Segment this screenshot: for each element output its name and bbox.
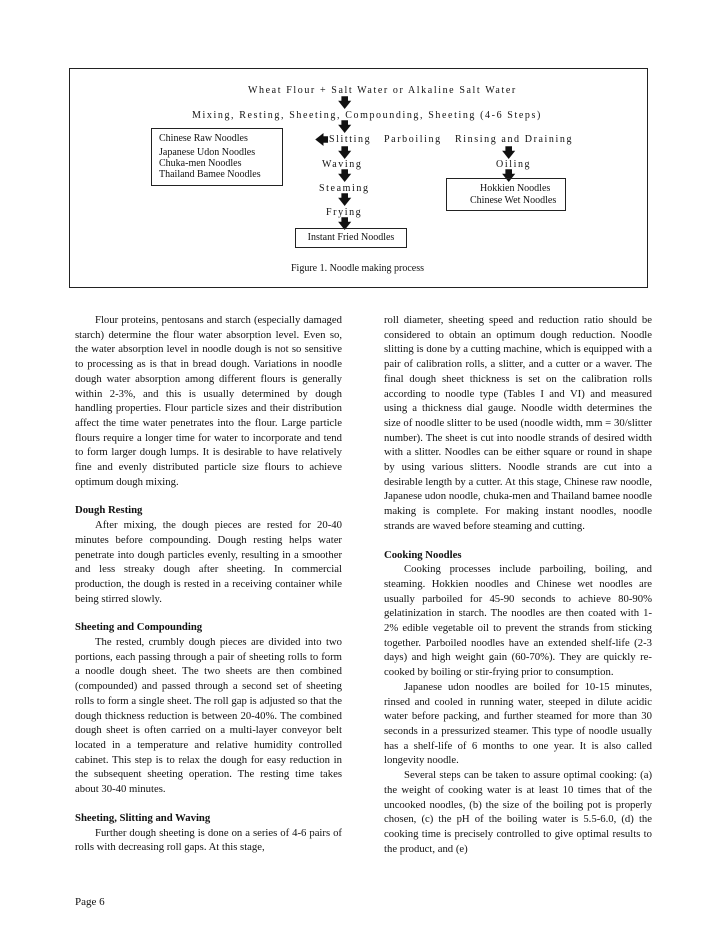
page-number: Page 6 (75, 896, 105, 908)
flow-parboiling: Parboiling (384, 134, 442, 145)
flow-steaming: Steaming (319, 183, 370, 194)
paragraph: Flour proteins, pentosans and starch (especially damaged starch) determine the flour water absorption level. Even so, the water absorption level in noodle dough is not so sensitive to processing as is that in bread dough. Variations in noodle dough water absorption among different flours is generally within 2-3%, and this is usually determined by dough handling properties. Flour particle sizes and their distribution affect the time water penetrates into the flour. Large particle flours require a longer time for water to incorporate and tend to form larger dough lumps. It is desirable to have relatively fine and evenly distributed particle size flours to achieve optimum dough mixing. (75, 314, 342, 488)
instant-noodles-box: Instant Fried Noodles (295, 228, 407, 248)
flow-waving: Waving (322, 159, 363, 170)
flow-ingredients: Wheat Flour + Salt Water or Alkaline Salt Water (248, 85, 517, 96)
flow-frying: Frying (326, 207, 363, 218)
paragraph: Cooking processes include parboiling, boiling, and steaming. Hokkien noodles and Chinese wet noodles are usually parboiled for 45-90 seconds to achieve 80-90% gelatinization in starch. The noodles are then coated with 1-2% edible vegetable oil to prevent the strands from sticking together. Parboiled noodles have an extended shelf-life (2-3 days) and high weight gain (60-70%). They are quickly re-cooked by boiling or stir-frying prior to consumption. (384, 563, 652, 679)
noodle-type-item: Thailand Bamee Noodles (159, 169, 261, 180)
paragraph: Japanese udon noodles are boiled for 10-15 minutes, rinsed and cooled in running water, steeped in dilute acidic water before packing, and further steamed for more than 30 seconds in a pressurized steamer. This type of noodle usually has a shelf-life of 6 months to one year. It is also called longevity noodle. (384, 680, 652, 767)
section-heading: Sheeting and Compounding (75, 621, 203, 634)
down-arrow-icon: 🡇 (338, 145, 352, 160)
left-column (75, 313, 342, 855)
down-arrow-icon: 🡇 (502, 168, 516, 183)
down-arrow-icon: 🡇 (338, 95, 352, 110)
section-heading: Sheeting, Slitting and Waving (75, 811, 211, 824)
paragraph: The rested, crumbly dough pieces are divided into two portions, each passing through a pair of sheeting rolls to form a noodle dough sheet. The two sheets are then combined (compounded) and passed through a second set of sheeting rolls to form a single sheet. The roll gap is adjusted so that the dough thickness reduction is between 20-40%. The combined dough sheet is often carried on a multi-layer conveyor belt located in a temperature and relative humidity controlled cabinet. This step is to relax the dough for easy reduction in the subsequent sheeting operation. The resting time takes about 30-40 minutes. (75, 636, 342, 796)
down-arrow-icon: 🡇 (502, 145, 516, 160)
paragraph: After mixing, the dough pieces are rested for 20-40 minutes before compounding. Dough resting helps water penetrate into dough particles evenly, resulting in a smoother and less streaky dough after sheeting. In commercial production, the dough is rested in a receiving container while being stirred slowly. (75, 519, 342, 605)
noodle-type-item: Chuka-men Noodles (159, 158, 242, 169)
paragraph: roll diameter, sheeting speed and reduction ratio should be considered to obtain an optimum dough reduction. Noodle slitting is done by a cutting machine, which is equipped with a pair of calibration rolls, a slitter, and a cutter or a waver. The final dough sheet thickness is set on the calibration rolls according to noodle type (Tables I and VI) and measured using a thickness dial gauge. Noodle width determines the size of noodle slitter to be used (noodle width, mm = 30/slitter number). The sheet is cut into noodle strands of desired width with a slitter. Noodles can be either square or round in shape by using various slitters. Noodle strands are cut into a desirable length by a cutter. At this stage, Chinese raw noodle, Japanese udon noodle, chuka-men and Thailand bamee noodle making is complete. For making instant noodles, noodle strands are waved before steaming and cutting. (384, 314, 652, 532)
down-arrow-icon: 🡇 (338, 216, 352, 231)
flow-oiling: Oiling (496, 159, 532, 170)
section-heading: Cooking Noodles (384, 548, 462, 561)
paragraph: Further dough sheeting is done on a series of 4-6 pairs of rolls with decreasing roll gaps. At this stage, (75, 826, 342, 854)
down-arrow-icon: 🡇 (338, 119, 352, 134)
right-column (384, 313, 652, 856)
left-arrow-icon: 🡄 (315, 132, 329, 147)
noodle-type-item: Japanese Udon Noodles (159, 147, 256, 158)
wet-noodle-item: Chinese Wet Noodles (470, 195, 557, 206)
flow-slitting: Slitting (329, 134, 372, 145)
paragraph: Several steps can be taken to assure optimal cooking: (a) the weight of cooking water is at least 10 times that of the uncooked noodles, (b) the size of the boiling pot is properly chosen, (c) the pH of the boiling water is 5.5-6.0, (d) the cooking time is precisely controlled to give optimal results to the product, and (e) (384, 769, 652, 855)
section-heading: Dough Resting (75, 504, 143, 517)
noodle-type-item: Chinese Raw Noodles (159, 133, 248, 144)
flow-rinsing: Rinsing and Draining (455, 134, 574, 145)
down-arrow-icon: 🡇 (338, 168, 352, 183)
flow-mixing-steps: Mixing, Resting, Sheeting, Compounding, Sheeting (4-6 Steps) (192, 110, 542, 121)
figure-caption: Figure 1. Noodle making process (291, 263, 425, 274)
wet-noodle-item: Hokkien Noodles (480, 183, 551, 194)
down-arrow-icon: 🡇 (338, 192, 352, 207)
